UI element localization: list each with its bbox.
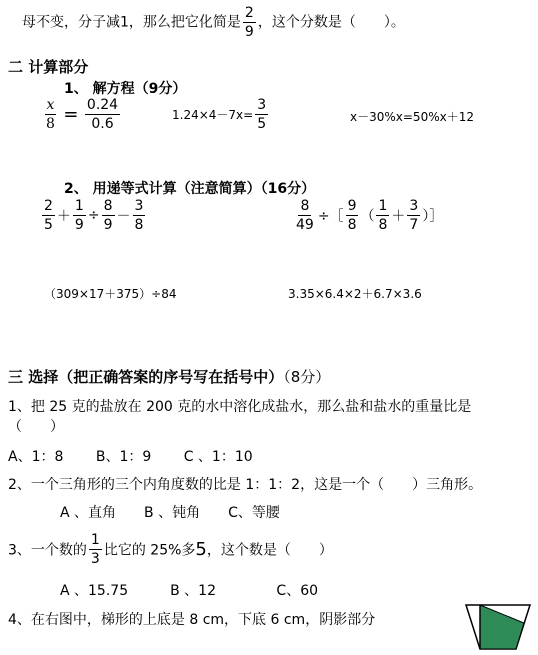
top-line-text: 母不变，分子减1，那么把它化简是 xyxy=(22,14,241,31)
question-1-options: A、1：8 B、1：9 C 、1：10 xyxy=(8,449,253,465)
trapezoid-figure xyxy=(464,603,532,651)
expression-2: $\frac{8}{49}$ ÷［ $\frac{9}{8}$ （ $\frac{1}{8}$ ＋ $\frac{3}{7}$ ）］ xyxy=(296,198,444,233)
question-4: 4、在右图中，梯形的上底是 8 cm，下底 6 cm，阴影部分 xyxy=(8,612,376,628)
top-line-end: ，这个分数是（ ）。 xyxy=(257,14,405,31)
question-1-paren: （ ） xyxy=(8,419,64,435)
question-2-options: A 、直角 B 、钝角 C、等腰 xyxy=(60,505,280,521)
section2-sub1: 1、 解方程（9分） xyxy=(64,81,187,97)
question-2: 2、一个三角形的三个内角度数的比是 1：1：2，这是一个（ ）三角形。 xyxy=(8,477,483,493)
question-1: 1、把 25 克的盐放在 200 克的水中溶化成盐水，那么盐和盐水的重量比是 xyxy=(8,399,472,415)
equation-3: x－30%x=50%x＋12 xyxy=(350,110,474,124)
question-3-options: A 、15.75 B 、12 C、60 xyxy=(60,583,319,599)
equation-1: $\frac{x}{8}$ = $\frac{0.24}{0.6}$ xyxy=(46,97,119,132)
top-line xyxy=(22,6,405,39)
fraction: $\frac{2}{9}$ xyxy=(244,5,254,40)
section2-title: 二 计算部分 xyxy=(8,58,89,76)
expression-1: $\frac{2}{5}$ ＋ $\frac{1}{9}$ ÷ $\frac{8}{9}$ － $\frac{3}{8}$ xyxy=(44,198,144,233)
section2-sub2: 2、 用递等式计算（注意简算）（16分） xyxy=(64,181,316,197)
section3-title: 三 选择（把正确答案的序号写在括号中）（8分） xyxy=(8,368,331,386)
question-3: 3、一个数的 $\frac{1}{3}$ 比它的 25%多5，这个数是（ ） xyxy=(8,532,333,567)
equation-2: 1.24×4－7x= $\frac{3}{5}$ xyxy=(172,97,267,132)
expression-4: 3.35×6.4×2＋6.7×3.6 xyxy=(288,287,422,301)
expression-3: （309×17＋375）÷84 xyxy=(44,287,177,301)
